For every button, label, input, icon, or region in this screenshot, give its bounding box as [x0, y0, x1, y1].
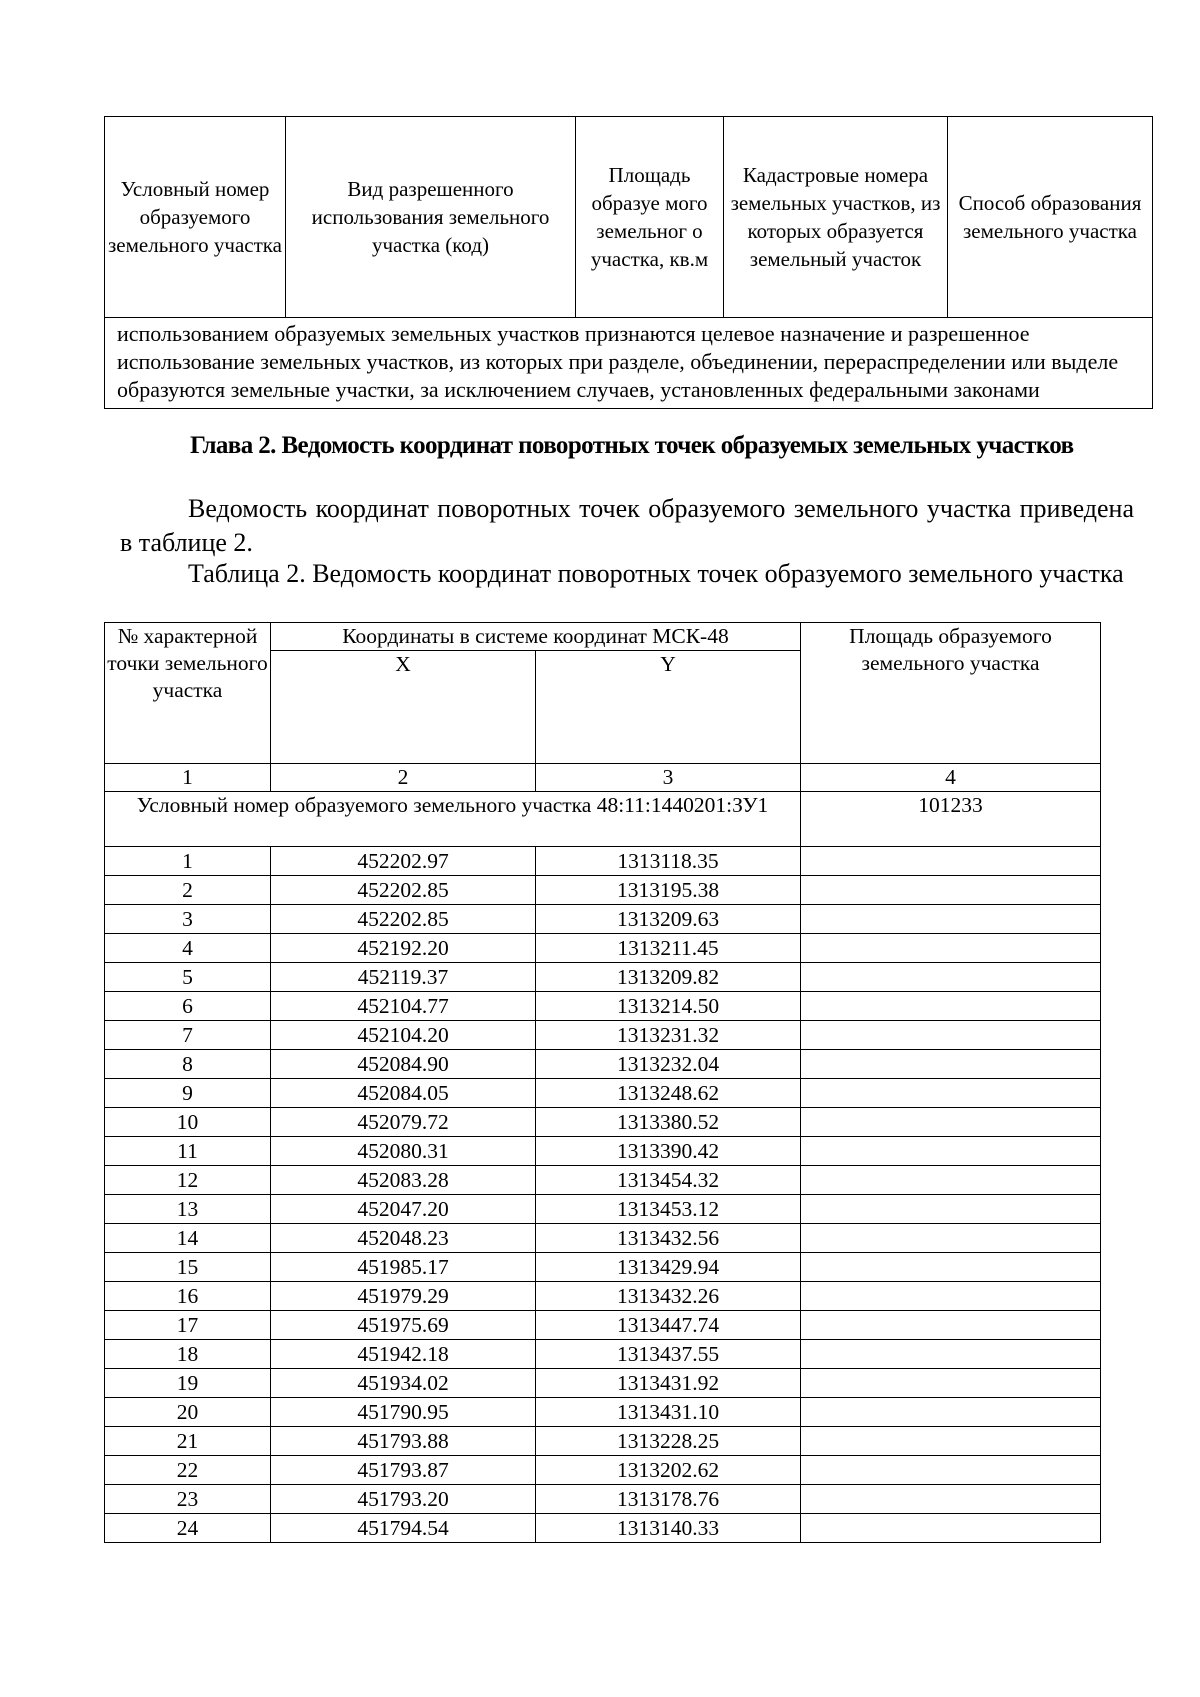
table-row — [105, 1253, 1101, 1282]
point-number: 2 — [105, 876, 271, 905]
point-number: 18 — [105, 1340, 271, 1369]
area-cell — [801, 1253, 1101, 1282]
y-coordinate: 1313209.63 — [536, 905, 801, 934]
area-cell — [801, 1311, 1101, 1340]
header-x: X — [271, 651, 536, 764]
area-cell — [801, 1224, 1101, 1253]
table-row — [105, 1108, 1101, 1137]
area-cell — [801, 1050, 1101, 1079]
x-coordinate: 452202.85 — [271, 905, 536, 934]
x-coordinate: 451790.95 — [271, 1398, 536, 1427]
x-coordinate: 452047.20 — [271, 1195, 536, 1224]
point-number: 12 — [105, 1166, 271, 1195]
table-row — [105, 1166, 1101, 1195]
y-coordinate: 1313211.45 — [536, 934, 801, 963]
table-row — [105, 1137, 1101, 1166]
table-row — [105, 1369, 1101, 1398]
area-cell — [801, 934, 1101, 963]
point-number: 13 — [105, 1195, 271, 1224]
area-cell — [801, 1398, 1101, 1427]
point-number: 21 — [105, 1427, 271, 1456]
y-coordinate: 1313431.92 — [536, 1369, 801, 1398]
point-number: 10 — [105, 1108, 271, 1137]
table-row — [105, 1514, 1101, 1543]
x-coordinate: 452192.20 — [271, 934, 536, 963]
area-cell — [801, 1021, 1101, 1050]
chapter-heading: Глава 2. Ведомость координат поворотных точек образуемых земельных участков — [190, 432, 1074, 459]
point-number: 9 — [105, 1079, 271, 1108]
area-cell — [801, 1108, 1101, 1137]
point-number: 24 — [105, 1514, 271, 1543]
area-cell — [801, 1282, 1101, 1311]
land-plot-table-note-row — [105, 318, 1153, 409]
header-permitted-use: Вид разрешенного использования земельного участка (код) — [286, 117, 576, 318]
y-coordinate: 1313140.33 — [536, 1514, 801, 1543]
x-coordinate: 451793.88 — [271, 1427, 536, 1456]
area-cell — [801, 1456, 1101, 1485]
land-plot-table-header — [105, 117, 1153, 318]
land-plot-table — [104, 116, 1153, 409]
header-cadastral-numbers: Кадастровые номера земельных участков, из которых образуется земельный участок — [724, 117, 948, 318]
point-number: 8 — [105, 1050, 271, 1079]
area-cell — [801, 992, 1101, 1021]
y-coordinate: 1313232.04 — [536, 1050, 801, 1079]
table-row — [105, 1427, 1101, 1456]
table-row — [105, 1021, 1101, 1050]
x-coordinate: 452202.85 — [271, 876, 536, 905]
table-row — [105, 1398, 1101, 1427]
table-row — [105, 1282, 1101, 1311]
point-number: 7 — [105, 1021, 271, 1050]
area-cell — [801, 1195, 1101, 1224]
table-row — [105, 1079, 1101, 1108]
y-coordinate: 1313390.42 — [536, 1137, 801, 1166]
area-cell — [801, 1485, 1101, 1514]
x-coordinate: 452084.90 — [271, 1050, 536, 1079]
point-number: 15 — [105, 1253, 271, 1282]
point-number: 11 — [105, 1137, 271, 1166]
table-row — [105, 992, 1101, 1021]
y-coordinate: 1313248.62 — [536, 1079, 801, 1108]
x-coordinate: 451934.02 — [271, 1369, 536, 1398]
x-coordinate: 452080.31 — [271, 1137, 536, 1166]
area-cell — [801, 1514, 1101, 1543]
point-number: 14 — [105, 1224, 271, 1253]
coordinates-table — [104, 622, 1101, 1543]
area-cell — [801, 876, 1101, 905]
point-number: 16 — [105, 1282, 271, 1311]
plot-area-value: 101233 — [801, 792, 1101, 847]
column-number: 2 — [271, 764, 536, 792]
header-plot-number: Условный номер образуемого земельного участка — [105, 117, 286, 318]
y-coordinate: 1313432.26 — [536, 1282, 801, 1311]
area-cell — [801, 1369, 1101, 1398]
column-number-row — [105, 764, 1101, 792]
point-number: 22 — [105, 1456, 271, 1485]
y-coordinate: 1313380.52 — [536, 1108, 801, 1137]
header-area: Площадь образуе мого земельног о участка, кв.м — [576, 117, 724, 318]
x-coordinate: 452119.37 — [271, 963, 536, 992]
area-cell — [801, 905, 1101, 934]
x-coordinate: 451975.69 — [271, 1311, 536, 1340]
y-coordinate: 1313202.62 — [536, 1456, 801, 1485]
y-coordinate: 1313231.32 — [536, 1021, 801, 1050]
point-number: 6 — [105, 992, 271, 1021]
area-cell — [801, 1166, 1101, 1195]
plot-label-row — [105, 792, 1101, 847]
header-formation-method: Способ образования земельного участка — [948, 117, 1153, 318]
table-row — [105, 1340, 1101, 1369]
y-coordinate: 1313118.35 — [536, 847, 801, 876]
table-row — [105, 876, 1101, 905]
x-coordinate: 451793.87 — [271, 1456, 536, 1485]
x-coordinate: 452048.23 — [271, 1224, 536, 1253]
column-number: 1 — [105, 764, 271, 792]
table-caption: Таблица 2. Ведомость координат поворотных точек образуемого земельного участка — [188, 559, 1124, 588]
plot-conditional-number: Условный номер образуемого земельного участка 48:11:1440201:ЗУ1 — [105, 792, 801, 847]
x-coordinate: 451942.18 — [271, 1340, 536, 1369]
table-row — [105, 1195, 1101, 1224]
table-row — [105, 1485, 1101, 1514]
y-coordinate: 1313178.76 — [536, 1485, 801, 1514]
y-coordinate: 1313432.56 — [536, 1224, 801, 1253]
column-number: 4 — [801, 764, 1101, 792]
y-coordinate: 1313228.25 — [536, 1427, 801, 1456]
y-coordinate: 1313447.74 — [536, 1311, 801, 1340]
area-cell — [801, 847, 1101, 876]
table-row — [105, 934, 1101, 963]
x-coordinate: 452104.20 — [271, 1021, 536, 1050]
table-row — [105, 1050, 1101, 1079]
point-number: 1 — [105, 847, 271, 876]
area-cell — [801, 1079, 1101, 1108]
table-row — [105, 1311, 1101, 1340]
area-cell — [801, 1340, 1101, 1369]
header-point-number: № характерной точки земельного участка — [105, 623, 271, 764]
y-coordinate: 1313431.10 — [536, 1398, 801, 1427]
x-coordinate: 451985.17 — [271, 1253, 536, 1282]
table-row — [105, 1456, 1101, 1485]
x-coordinate: 452084.05 — [271, 1079, 536, 1108]
table-row — [105, 963, 1101, 992]
point-number: 23 — [105, 1485, 271, 1514]
y-coordinate: 1313454.32 — [536, 1166, 801, 1195]
point-number: 19 — [105, 1369, 271, 1398]
y-coordinate: 1313429.94 — [536, 1253, 801, 1282]
table-row — [105, 905, 1101, 934]
area-cell — [801, 963, 1101, 992]
x-coordinate: 451794.54 — [271, 1514, 536, 1543]
point-number: 20 — [105, 1398, 271, 1427]
y-coordinate: 1313195.38 — [536, 876, 801, 905]
header-coordinate-system: Координаты в системе координат МСК-48 — [271, 623, 801, 651]
point-number: 17 — [105, 1311, 271, 1340]
area-cell — [801, 1137, 1101, 1166]
y-coordinate: 1313209.82 — [536, 963, 801, 992]
table-row — [105, 847, 1101, 876]
land-plot-note: использованием образуемых земельных участков признаются целевое назначение и разрешенное использование земельных участков, из которых при разделе, объединении, перераспределении или выделе образуются земельные участки, за исключением случаев, установленных федеральными законами — [105, 318, 1153, 409]
x-coordinate: 452083.28 — [271, 1166, 536, 1195]
y-coordinate: 1313453.12 — [536, 1195, 801, 1224]
point-number: 5 — [105, 963, 271, 992]
y-coordinate: 1313214.50 — [536, 992, 801, 1021]
header-y: Y — [536, 651, 801, 764]
x-coordinate: 451979.29 — [271, 1282, 536, 1311]
column-number: 3 — [536, 764, 801, 792]
point-number: 4 — [105, 934, 271, 963]
x-coordinate: 452202.97 — [271, 847, 536, 876]
intro-paragraph: Ведомость координат поворотных точек образуемого земельного участка приведена в таблице 2. — [120, 494, 1134, 557]
header-plot-area: Площадь образуемого земельного участка — [801, 623, 1101, 764]
table-row — [105, 1224, 1101, 1253]
coordinate-rows — [105, 847, 1101, 1543]
coordinates-header-row — [105, 623, 1101, 651]
y-coordinate: 1313437.55 — [536, 1340, 801, 1369]
area-cell — [801, 1427, 1101, 1456]
x-coordinate: 452079.72 — [271, 1108, 536, 1137]
x-coordinate: 452104.77 — [271, 992, 536, 1021]
point-number: 3 — [105, 905, 271, 934]
x-coordinate: 451793.20 — [271, 1485, 536, 1514]
